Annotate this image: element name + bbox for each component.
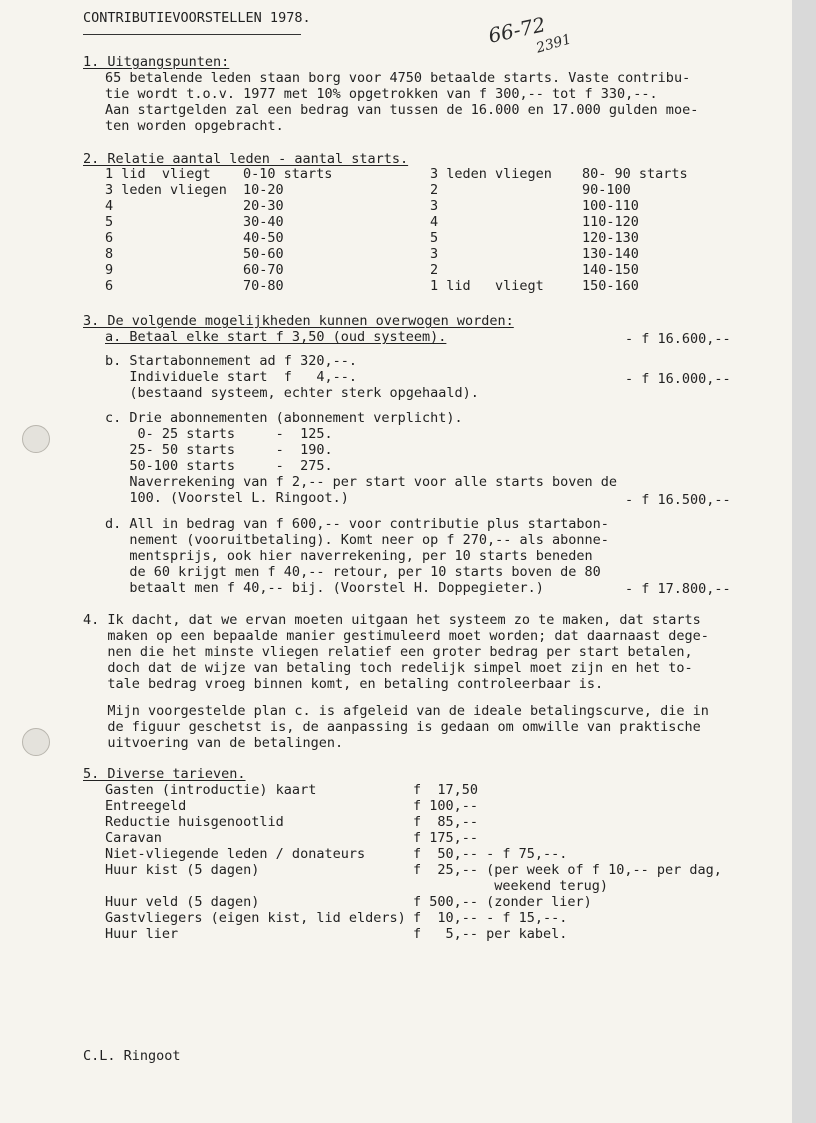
starts-right: 150-160 bbox=[582, 278, 639, 294]
tariff-label: Entreegeld bbox=[105, 798, 187, 814]
tariff-label: Huur kist (5 dagen) bbox=[105, 862, 260, 878]
document-title: CONTRIBUTIEVOORSTELLEN 1978. bbox=[83, 10, 311, 26]
option-c-line: c. Drie abonnementen (abonnement verplicht). bbox=[105, 410, 463, 426]
members-left: 3 leden vliegen bbox=[105, 182, 227, 198]
tariff-label: Huur veld (5 dagen) bbox=[105, 894, 260, 910]
section-4-paragraph-2: Mijn voorgestelde plan c. is afgeleid van de ideale betalingscurve, die in bbox=[83, 703, 709, 719]
starts-right: 100-110 bbox=[582, 198, 639, 214]
option-d-line: d. All in bedrag van f 600,-- voor contributie plus startabon- bbox=[105, 516, 609, 532]
members-right: 5 bbox=[430, 230, 439, 246]
option-c-line: Naverrekening van f 2,-- per start voor alle starts boven de bbox=[105, 474, 618, 490]
section-4-line: doch dat de wijze van betaling toch redelijk simpel moet zijn en het to- bbox=[83, 660, 693, 676]
section-1-line: ten worden opgebracht. bbox=[105, 118, 284, 134]
handwritten-note-2: 2391 bbox=[534, 31, 574, 57]
starts-left: 0-10 starts bbox=[243, 166, 333, 182]
option-a: a. Betaal elke start f 3,50 (oud systeem). bbox=[105, 329, 447, 345]
option-c-line: 0- 25 starts - 125. bbox=[105, 426, 333, 442]
starts-right: 140-150 bbox=[582, 262, 639, 278]
tariff-label: Reductie huisgenootlid bbox=[105, 814, 284, 830]
tariff-value: f 10,-- - f 15,--. bbox=[413, 910, 568, 926]
option-b-line: Individuele start f 4,--. bbox=[105, 369, 357, 385]
starts-left: 70-80 bbox=[243, 278, 284, 294]
members-right: 3 leden vliegen bbox=[430, 166, 552, 182]
section-1-line: 65 betalende leden staan borg voor 4750 betaalde starts. Vaste contribu- bbox=[105, 70, 691, 86]
section-3-heading: 3. De volgende mogelijkheden kunnen overwogen worden: bbox=[83, 313, 514, 329]
option-b-line: b. Startabonnement ad f 320,--. bbox=[105, 353, 357, 369]
members-right: 3 bbox=[430, 198, 439, 214]
tariff-label: Huur lier bbox=[105, 926, 179, 942]
members-right: 2 bbox=[430, 262, 439, 278]
starts-left: 30-40 bbox=[243, 214, 284, 230]
starts-right: 120-130 bbox=[582, 230, 639, 246]
tariff-value: f 85,-- bbox=[413, 814, 479, 830]
members-left: 6 bbox=[105, 230, 114, 246]
members-left: 6 bbox=[105, 278, 114, 294]
tariff-value: f 25,-- (per week of f 10,-- per dag, bbox=[413, 862, 722, 878]
tariff-label: Niet-vliegende leden / donateurs bbox=[105, 846, 366, 862]
punch-hole bbox=[22, 728, 50, 756]
members-left: 5 bbox=[105, 214, 114, 230]
tariff-label: Gasten (introductie) kaart bbox=[105, 782, 317, 798]
signature: C.L. Ringoot bbox=[83, 1048, 181, 1064]
section-2-heading: 2. Relatie aantal leden - aantal starts. bbox=[83, 151, 409, 167]
tariff-label: Caravan bbox=[105, 830, 162, 846]
starts-left: 40-50 bbox=[243, 230, 284, 246]
section-1-line: tie wordt t.o.v. 1977 met 10% opgetrokken van f 300,-- tot f 330,--. bbox=[105, 86, 658, 102]
tariff-value: f 100,-- bbox=[413, 798, 479, 814]
starts-left: 50-60 bbox=[243, 246, 284, 262]
starts-left: 10-20 bbox=[243, 182, 284, 198]
starts-left: 20-30 bbox=[243, 198, 284, 214]
starts-right: 90-100 bbox=[582, 182, 631, 198]
option-b-amount: - f 16.000,-- bbox=[625, 371, 731, 387]
members-right: 2 bbox=[430, 182, 439, 198]
members-right: 4 bbox=[430, 214, 439, 230]
section-1-line: Aan startgelden zal een bedrag van tussen de 16.000 en 17.000 gulden moe- bbox=[105, 102, 699, 118]
option-d-line: nement (vooruitbetaling). Komt neer op f 270,-- als abonne- bbox=[105, 532, 609, 548]
starts-right: 80- 90 starts bbox=[582, 166, 688, 182]
option-d-amount: - f 17.800,-- bbox=[625, 581, 731, 597]
tariff-value: f 50,-- - f 75,--. bbox=[413, 846, 568, 862]
section-4-paragraph-2: uitvoering van de betalingen. bbox=[83, 735, 344, 751]
option-c-line: 25- 50 starts - 190. bbox=[105, 442, 333, 458]
option-c-line: 50-100 starts - 275. bbox=[105, 458, 333, 474]
option-c-amount: - f 16.500,-- bbox=[625, 492, 731, 508]
option-d-line: betaalt men f 40,-- bij. (Voorstel H. Doppegieter.) bbox=[105, 580, 544, 596]
handwritten-note: 66-72 bbox=[486, 12, 548, 48]
title-underline bbox=[83, 34, 301, 35]
tariff-value: f 175,-- bbox=[413, 830, 479, 846]
section-1-heading: 1. Uitgangspunten: bbox=[83, 54, 230, 70]
members-left: 9 bbox=[105, 262, 114, 278]
section-4-line: nen die het minste vliegen relatief een groter bedrag per start betalen, bbox=[83, 644, 693, 660]
starts-right: 130-140 bbox=[582, 246, 639, 262]
tariff-value: f 17,50 bbox=[413, 782, 479, 798]
tariff-value: f 5,-- per kabel. bbox=[413, 926, 568, 942]
members-left: 4 bbox=[105, 198, 114, 214]
section-4-paragraph-2: de figuur geschetst is, de aanpassing is gedaan om omwille van praktische bbox=[83, 719, 701, 735]
members-right: 1 lid vliegt bbox=[430, 278, 544, 294]
section-4-line: 4. Ik dacht, dat we ervan moeten uitgaan het systeem zo te maken, dat starts bbox=[83, 612, 701, 628]
option-a-amount: - f 16.600,-- bbox=[625, 331, 731, 347]
section-4-line: maken op een bepaalde manier gestimuleerd moet worden; dat daarnaast dege- bbox=[83, 628, 709, 644]
members-left: 1 lid vliegt bbox=[105, 166, 211, 182]
punch-hole bbox=[22, 425, 50, 453]
option-c-line: 100. (Voorstel L. Ringoot.) bbox=[105, 490, 349, 506]
option-d-line: de 60 krijgt men f 40,-- retour, per 10 starts boven de 80 bbox=[105, 564, 601, 580]
tariff-value: f 500,-- (zonder lier) bbox=[413, 894, 592, 910]
tariff-value: weekend terug) bbox=[413, 878, 609, 894]
members-right: 3 bbox=[430, 246, 439, 262]
section-4-line: tale bedrag vroeg binnen komt, en betaling controleerbaar is. bbox=[83, 676, 604, 692]
starts-right: 110-120 bbox=[582, 214, 639, 230]
starts-left: 60-70 bbox=[243, 262, 284, 278]
option-b-line: (bestaand systeem, echter sterk opgehaald). bbox=[105, 385, 479, 401]
tariff-label: Gastvliegers (eigen kist, lid elders) bbox=[105, 910, 406, 926]
option-d-line: mentsprijs, ook hier naverrekening, per 10 starts beneden bbox=[105, 548, 593, 564]
members-left: 8 bbox=[105, 246, 114, 262]
section-5-heading: 5. Diverse tarieven. bbox=[83, 766, 246, 782]
